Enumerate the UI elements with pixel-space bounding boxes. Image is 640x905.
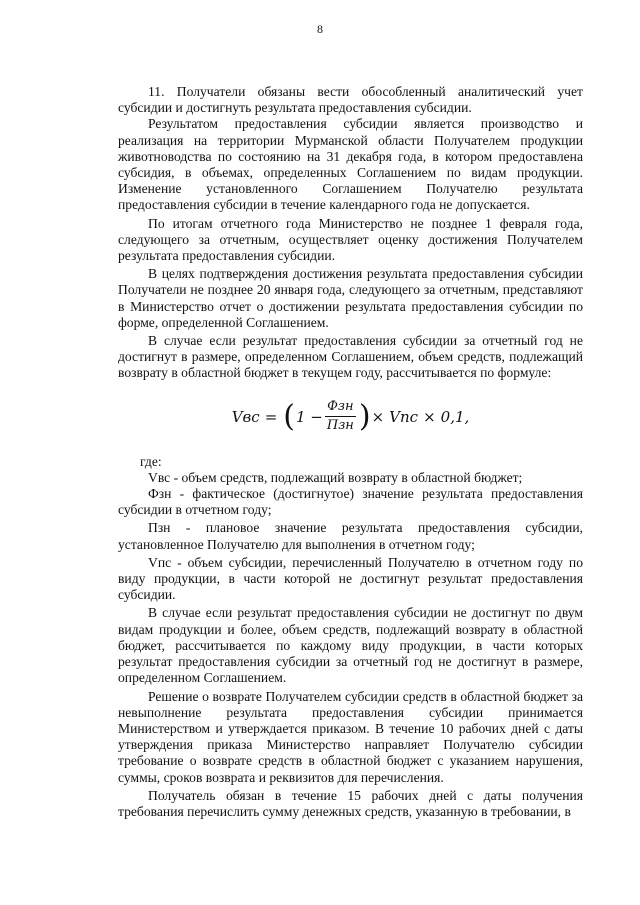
paragraph: Результатом предоставления субсидии является производство и реализация на территории Мурманской области Получателем продукции животноводства по состоянию на 31 декабря года, в котором предоставлена субсидия, в объемах, определенных Соглашением по видам продукции. Изменение установленного Соглашением Получателю результата предоставления субсидии в течение календарного года не допускается.: [118, 116, 583, 213]
formula-one-minus: 1 −: [295, 407, 323, 426]
paragraph: 11. Получатели обязаны вести обособленный аналитический учет субсидии и достигнуть результата предоставления субсидии.: [118, 84, 583, 116]
formula-times: ×: [423, 407, 436, 426]
formula-equals: =: [264, 407, 278, 426]
paragraph: В случае если результат предоставления субсидии за отчетный год не достигнут в размере, определенном Соглашением, объем средств, подлежащий возврату в областной бюджет в текущем году, рассчитывается по формуле:: [118, 333, 583, 381]
formula-lhs: Vвс: [231, 407, 260, 426]
paragraph: Решение о возврате Получателем субсидии средств в областной бюджет за невыполнение результата предоставления субсидии принимается Министерством и утверждается приказом. В течение 10 рабочих дней с даты утверждения приказа Министерство направляет Получателю субсидии требование о возврате средств в областной бюджет с указанием нарушения, суммы, сроков возврата и реквизитов для перечисления.: [118, 688, 583, 785]
document-body: [118, 84, 583, 820]
formula-times: ×: [371, 407, 385, 426]
paragraph: В целях подтверждения достижения результата предоставления субсидии Получатели не позднее 20 января года, следующего за отчетным, представляют в Министерство отчет о достижении результата предоставления субсидии по форме, определенной Соглашением.: [118, 266, 583, 330]
definition-pzn: Пзн - плановое значение результата предоставления субсидии, установленное Получателю для выполнения в отчетном году;: [118, 520, 583, 552]
formula-coefficient: 0,1,: [440, 407, 470, 426]
where-label: где:: [140, 453, 162, 469]
formula-close-paren: ): [358, 398, 371, 434]
definition-vvs: Vвс - объем средств, подлежащий возврату в областной бюджет;: [148, 469, 523, 485]
definition-vps: Vпс - объем субсидии, перечисленный Получателю в отчетном году по виду продукции, в части которой не достигнут результат предоставления субсидии.: [118, 554, 583, 603]
page-number: 8: [317, 22, 323, 36]
formula-numerator: Фзн: [325, 399, 355, 417]
paragraph: Получатель обязан в течение 15 рабочих дней с даты получения требования перечислить сумму денежных средств, указанную в требовании, в: [118, 787, 583, 819]
formula-open-paren: (: [283, 398, 295, 434]
formula-fraction: [325, 399, 356, 434]
paragraph: По итогам отчетного года Министерство не позднее 1 февраля года, следующего за отчетным, осуществляет оценку достижения Получателем результата предоставления субсидии.: [118, 215, 583, 264]
formula: [118, 386, 583, 448]
definition-fzn: Фзн - фактическое (достигнутое) значение результата предоставления субсидии в отчетном году;: [118, 486, 583, 518]
paragraph: В случае если результат предоставления субсидии не достигнут по двум видам продукции и более, объем средств, подлежащий возврату в областной бюджет, рассчитывается по каждому виду продукции, в части которых результат предоставления субсидии за отчетный год не достигнут в размере, определенном Соглашением.: [118, 605, 583, 686]
formula-denominator: Пзн: [326, 418, 354, 434]
formula-vpc: Vпс: [389, 407, 419, 426]
